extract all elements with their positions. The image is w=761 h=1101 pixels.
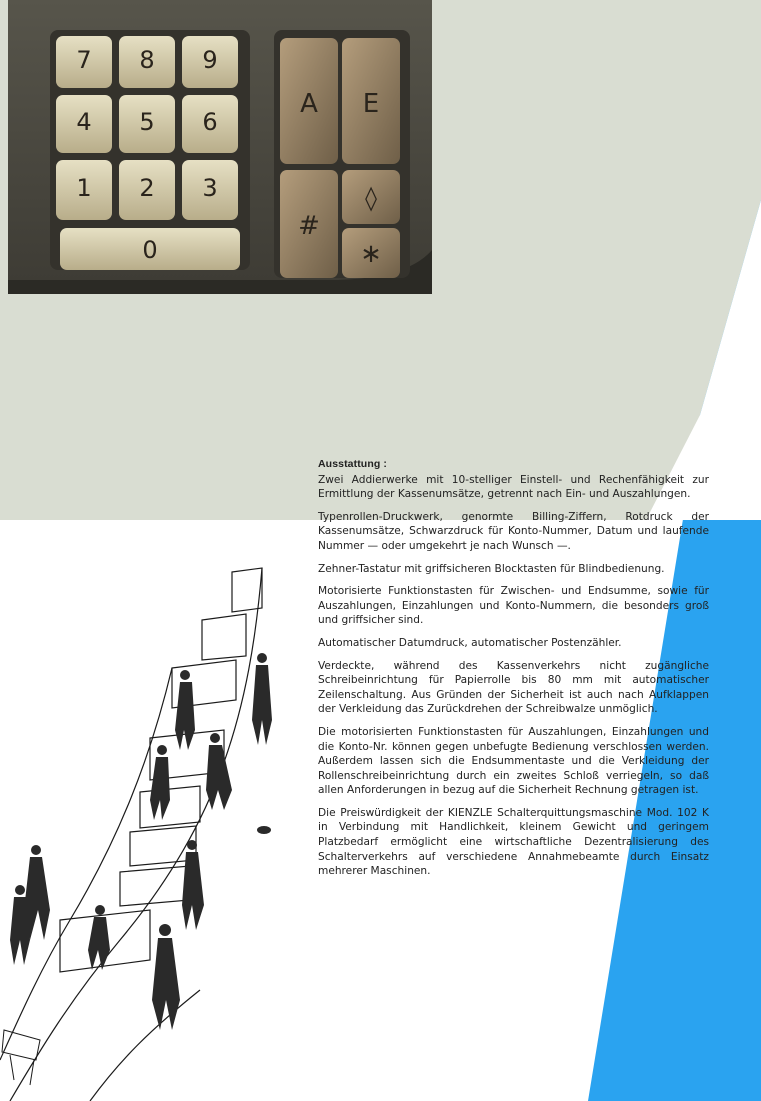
- key-4[interactable]: [56, 95, 112, 153]
- key-diamond[interactable]: [342, 170, 400, 224]
- figure-3: [206, 733, 232, 810]
- key-hash[interactable]: [280, 170, 338, 278]
- paragraph-8: Die Preiswürdigkeit der KIENZLE Schalterquittungsmaschine Mod. 102 K in Verbindung mit Handlichkeit, kleinem Gewicht und geringem Platzbedarf ermöglicht eine wirtschaftliche Dezentralisierung des Schalterverkehrs auf verschiedene Annahmebeamte durch Einsatz mehrerer Maschinen.: [318, 806, 709, 878]
- pane-7: [120, 866, 190, 906]
- key-0-label: 0: [142, 236, 158, 264]
- key-2-label: 2: [139, 174, 155, 202]
- key-0[interactable]: [60, 228, 240, 270]
- key-4-label: 4: [76, 108, 92, 136]
- figure-8: [152, 924, 180, 1030]
- key-2[interactable]: [119, 160, 175, 220]
- key-6-label: 6: [202, 108, 218, 136]
- key-a-label: A: [300, 89, 318, 119]
- key-1[interactable]: [56, 160, 112, 220]
- key-8[interactable]: [119, 36, 175, 88]
- section-heading: Ausstattung :: [318, 458, 387, 470]
- key-e-label: E: [362, 89, 380, 119]
- equipment-text-column: [318, 457, 709, 887]
- key-hash-label: #: [298, 211, 320, 241]
- figure-1: [252, 653, 272, 745]
- key-star[interactable]: [342, 228, 400, 278]
- figure-4: [150, 745, 170, 820]
- counter-edge-right: [10, 568, 262, 1101]
- key-8-label: 8: [139, 46, 155, 74]
- dog: [257, 826, 271, 834]
- floor-curve: [90, 990, 200, 1101]
- paragraph-3: Zehner-Tastatur mit griffsicheren Blocktasten für Blindbedienung.: [318, 562, 665, 575]
- paragraph-4: Motorisierte Funktionstasten für Zwischen- und Endsumme, sowie für Auszahlungen, Einzahlungen und Konto-Nummern, die besonders groß und griffsicher sind.: [318, 585, 709, 627]
- paragraph-2: Typenrollen-Druckwerk, genormte Billing-Ziffern, Rotdruck der Kassenumsätze, Schwarzdruck für Konto-Nummer, Datum und laufende Nummer — oder umgekehrt je nach Wunsch —.: [318, 510, 709, 552]
- key-9-label: 9: [202, 46, 218, 74]
- key-diamond-label: ◊: [365, 184, 377, 212]
- pane-2: [202, 614, 246, 660]
- key-5[interactable]: [119, 95, 175, 153]
- key-star-label: ∗: [360, 239, 382, 269]
- key-7[interactable]: [56, 36, 112, 88]
- key-3-label: 3: [202, 174, 218, 202]
- paragraph-5: Automatischer Datumdruck, automatischer Postenzähler.: [318, 636, 622, 649]
- paragraph-6: Verdeckte, während des Kassenverkehrs nicht zugängliche Schreibeinrichtung für Papierrolle bis 80 mm mit automatischer Zeilenschaltung. Aus Gründen der Sicherheit ist auch nach Aufklappen der Verkleidung das Zurückdrehen der Schreibwalze unmöglich.: [318, 659, 709, 716]
- key-6[interactable]: [182, 95, 238, 153]
- paragraph-1: Zwei Addierwerke mit 10-stelliger Einstell- und Rechenfähigkeit zur Ermittlung der Kassenumsätze, getrennt nach Ein- und Auszahlungen.: [318, 473, 709, 501]
- bank-counter-illustration: [0, 560, 290, 1101]
- pane-1: [232, 568, 262, 612]
- paragraph-7: Die motorisierten Funktionstasten für Auszahlungen, Einzahlungen und die Konto-Nr. können gegen unbefugte Bedienung verschlossen werden. Außerdem lassen sich die Endsummentaste und die Verkleidung der Rollenschreibeinrichtung durch ein zweites Schloß verriegeln, so daß allen Anforderungen in bezug auf die Sicherheit Rechnung getragen ist.: [318, 725, 709, 797]
- key-a[interactable]: [280, 38, 338, 164]
- keypad-photo: [8, 0, 432, 294]
- key-5-label: 5: [139, 108, 155, 136]
- figure-2: [175, 670, 195, 750]
- key-7-label: 7: [76, 46, 92, 74]
- figure-5: [182, 840, 204, 930]
- key-9[interactable]: [182, 36, 238, 88]
- pane-5: [140, 786, 200, 828]
- chair-lower-left: [2, 1030, 40, 1085]
- key-3[interactable]: [182, 160, 238, 220]
- key-1-label: 1: [76, 174, 92, 202]
- key-e[interactable]: [342, 38, 400, 164]
